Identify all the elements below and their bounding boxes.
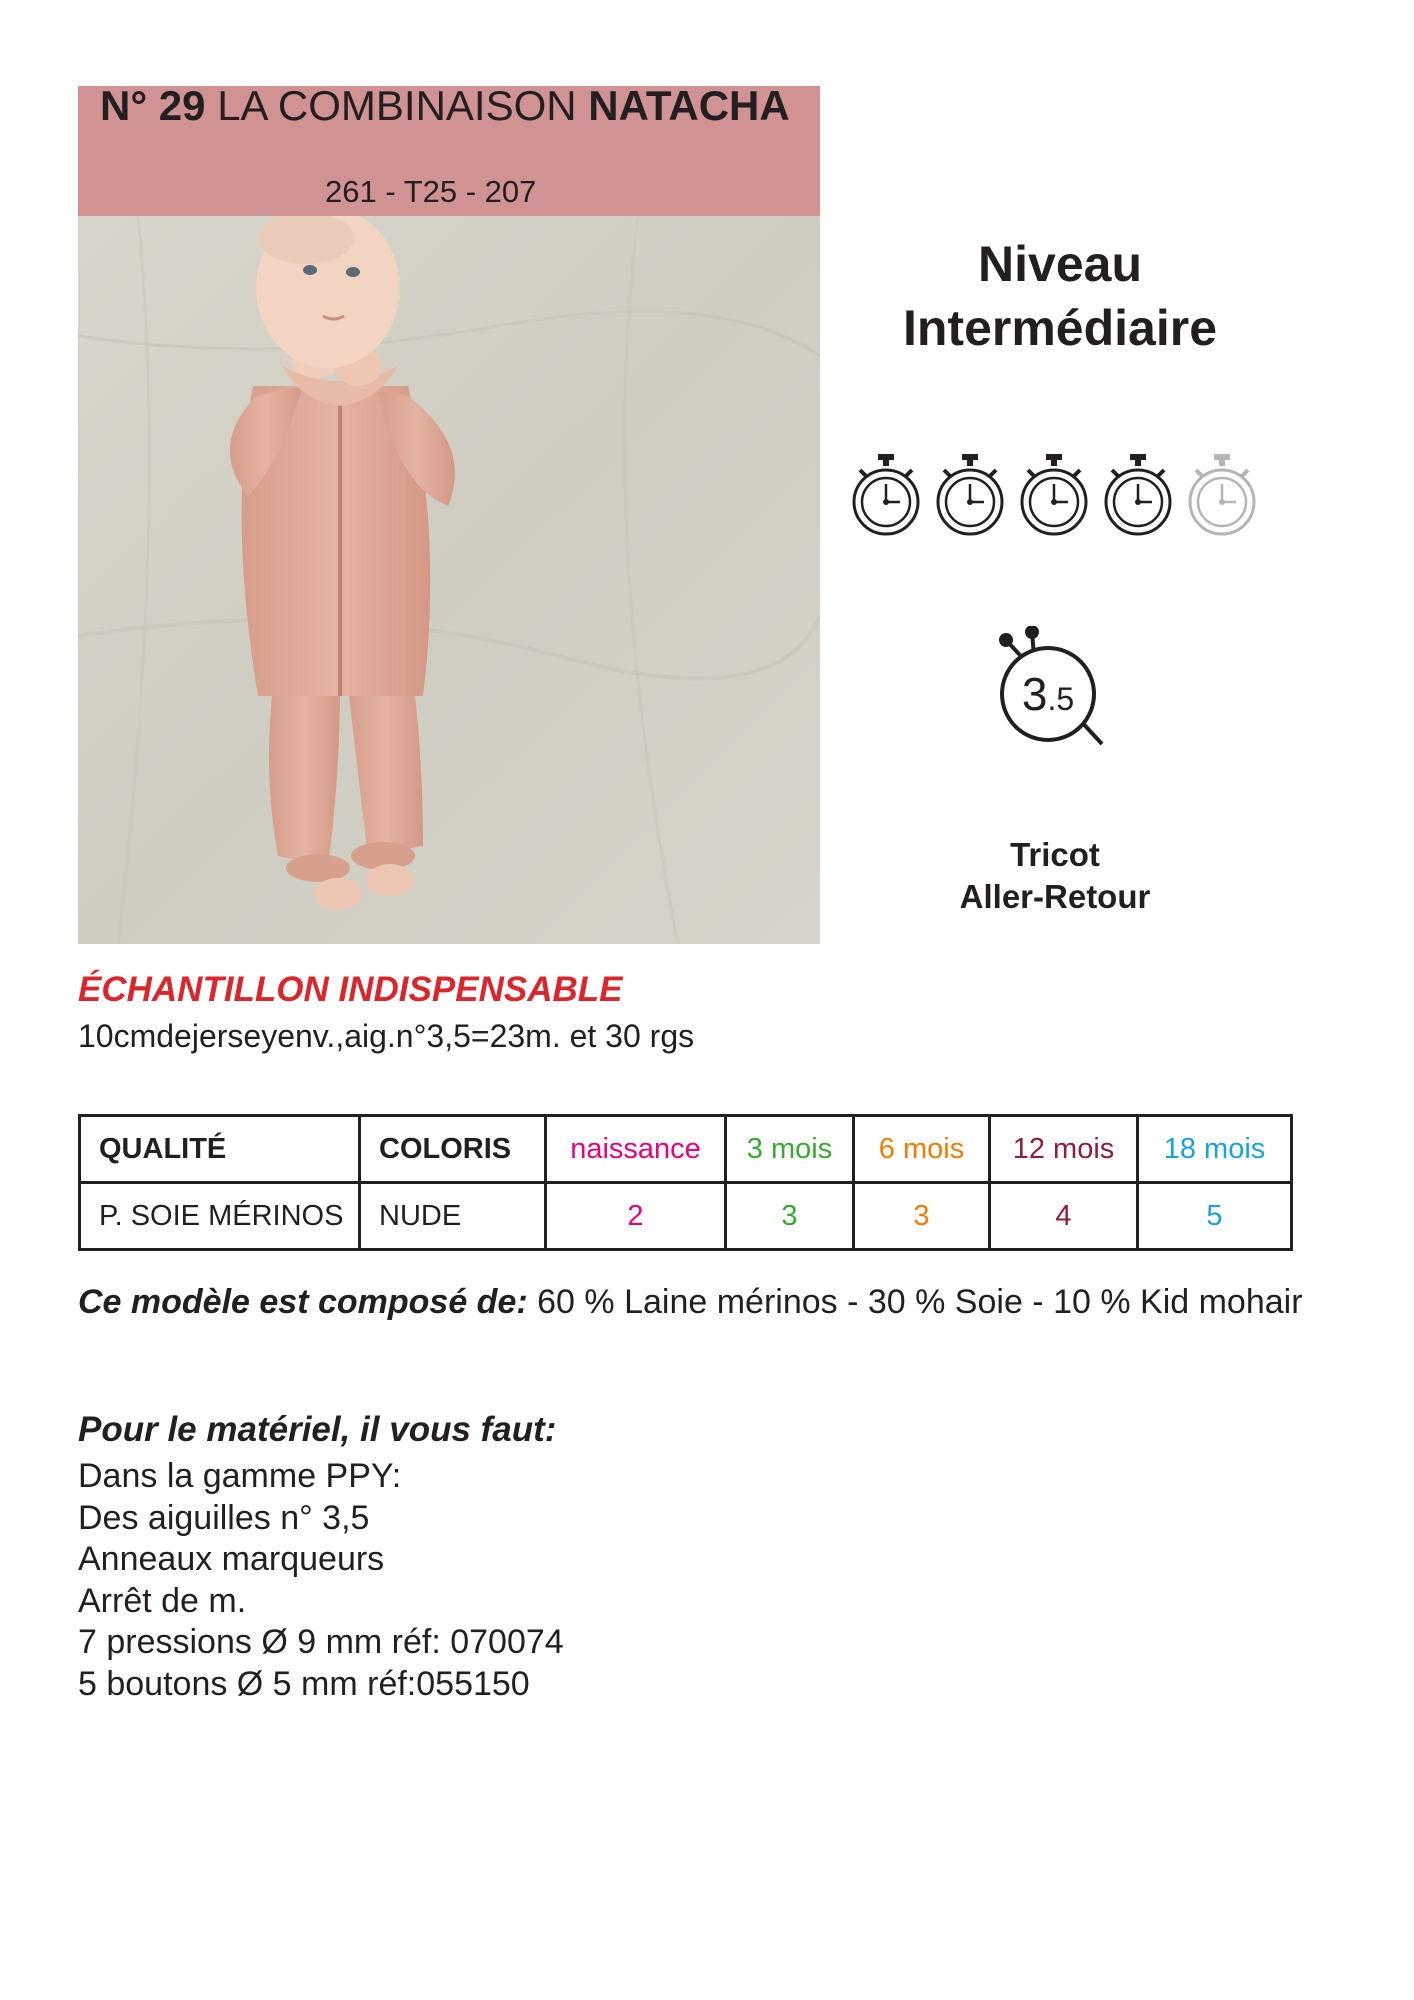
list-item: Arrêt de m.	[78, 1581, 247, 1620]
materials-list	[78, 1456, 564, 1705]
qty-3-mois: 3	[726, 1183, 854, 1250]
header-size-3-mois: 3 mois	[726, 1116, 854, 1183]
difficulty-rating	[852, 452, 1272, 542]
list-item: Dans la gamme PPY:	[78, 1457, 402, 1495]
row-quality: P. SOIE MÉRINOS	[80, 1183, 360, 1250]
difficulty-level-line1: Niveau	[978, 236, 1142, 292]
qty-12-mois: 4	[990, 1183, 1138, 1250]
knitting-needle-size-icon	[992, 626, 1116, 754]
stopwatch-icon	[1022, 454, 1086, 534]
technique-line1: Tricot	[1010, 836, 1100, 873]
table-header-row	[80, 1116, 1292, 1183]
list-item: 7 pressions Ø 9 mm réf: 070074	[78, 1623, 564, 1661]
stopwatch-icon	[938, 454, 1002, 534]
technique-line2: Aller-Retour	[959, 878, 1151, 915]
header-color: COLORIS	[360, 1116, 546, 1183]
pattern-name: NATACHA	[588, 82, 790, 129]
needle-size-main: 3	[1021, 668, 1048, 720]
table-row	[80, 1183, 1292, 1250]
pattern-number: N° 29	[100, 82, 206, 129]
header-size-naissance: naissance	[546, 1116, 726, 1183]
model-photo	[78, 216, 820, 944]
stopwatch-icon	[1190, 454, 1254, 534]
baby-jumpsuit-illustration	[78, 216, 820, 944]
list-item: Des aiguilles n° 3,5	[78, 1498, 370, 1537]
header-size-18-mois: 18 mois	[1138, 1116, 1292, 1183]
header-quality: QUALITÉ	[80, 1116, 360, 1183]
difficulty-level-line2: Intermédiaire	[902, 300, 1217, 356]
composition	[78, 1280, 1308, 1324]
pattern-name-prefix: LA COMBINAISON	[217, 82, 577, 129]
list-item: Anneaux marqueurs	[78, 1540, 385, 1578]
qty-naissance: 2	[546, 1183, 726, 1250]
page-title	[100, 80, 790, 132]
composition-text: 60 % Laine mérinos - 30 % Soie - 10 % Kid mohair	[537, 1283, 1303, 1321]
composition-lead: Ce modèle est composé de:	[78, 1283, 528, 1321]
reference-codes: 261 - T25 - 207	[325, 174, 537, 209]
stopwatch-icon	[1106, 454, 1170, 534]
list-item: 5 boutons Ø 5 mm réf:055150	[78, 1664, 530, 1703]
header-size-12-mois: 12 mois	[990, 1116, 1138, 1183]
qty-18-mois: 5	[1138, 1183, 1292, 1250]
qty-6-mois: 3	[854, 1183, 990, 1250]
knitting-technique	[880, 834, 1230, 918]
gauge-heading: ÉCHANTILLON INDISPENSABLE	[78, 970, 623, 1009]
row-color: NUDE	[360, 1183, 546, 1250]
header-size-6-mois: 6 mois	[854, 1116, 990, 1183]
materials-heading: Pour le matériel, il vous faut:	[78, 1410, 557, 1449]
difficulty-level	[840, 232, 1280, 360]
yarn-quantity-table	[78, 1114, 1293, 1251]
gauge-text: 10cmdejerseyenv.,aig.n°3,5=23m. et 30 rgs	[78, 1018, 695, 1054]
stopwatch-icon	[854, 454, 918, 534]
needle-size-decimal: .5	[1047, 681, 1075, 717]
